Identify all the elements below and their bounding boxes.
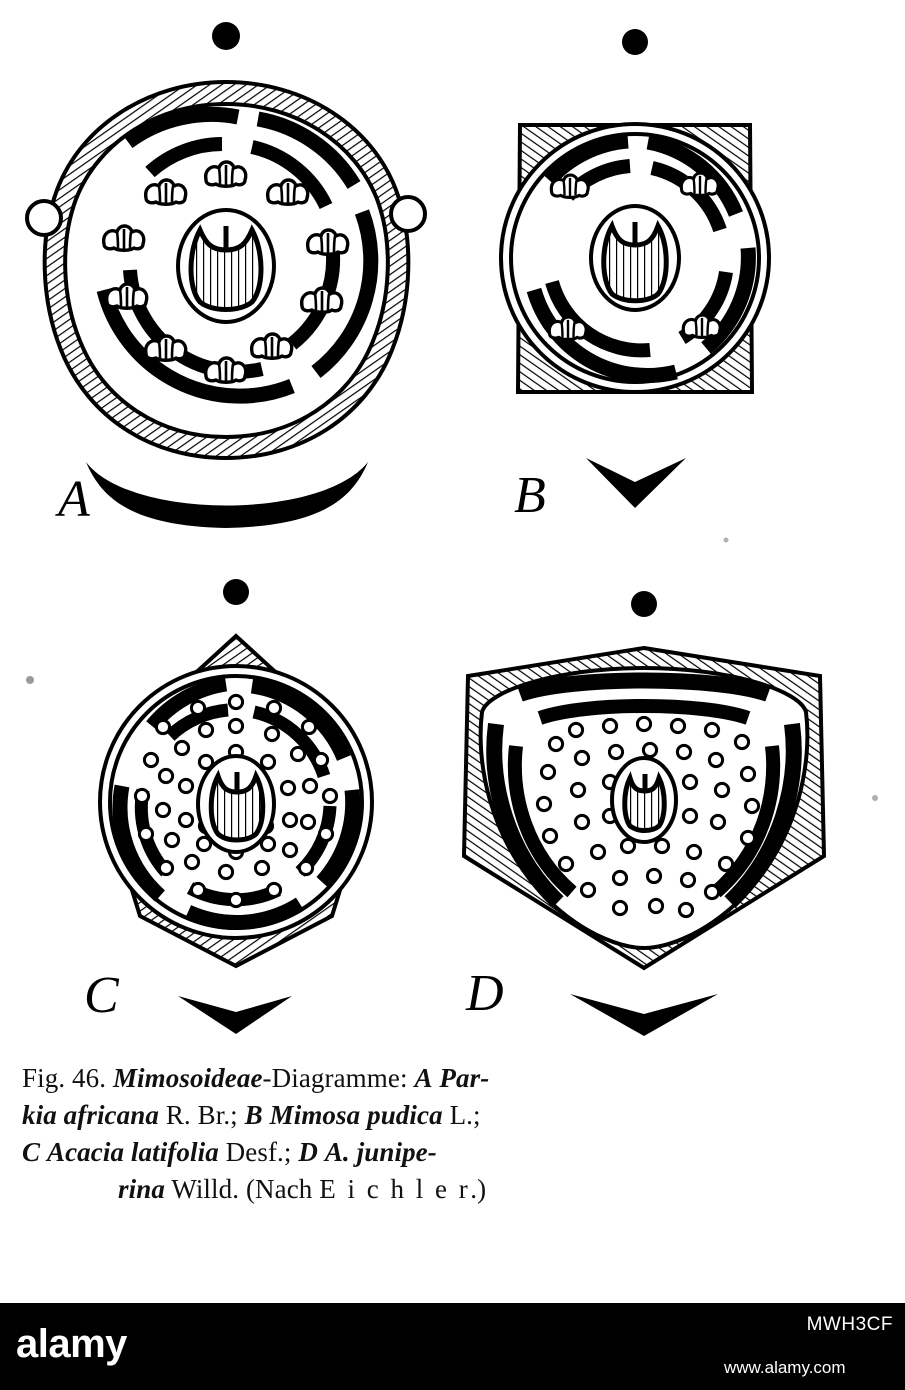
panel-b <box>501 29 769 524</box>
svg-text:B: B <box>514 467 546 524</box>
panel-c <box>84 579 372 1034</box>
image-id: MWH3CF <box>806 1314 893 1335</box>
caption-line-3: C Acacia latifolia Desf.; D A. junipe- <box>22 1137 437 1167</box>
caption-line-1: Fig. 46. Mimosoideae-Diagramme: A Par- <box>22 1063 490 1093</box>
svg-text:C: C <box>84 967 119 1024</box>
caption-line-4: rina Willd. (Nach E i c h l e r.) <box>118 1174 487 1204</box>
caption-line-2: kia africana R. Br.; B Mimosa pudica L.; <box>22 1100 481 1130</box>
svg-text:D: D <box>466 965 504 1022</box>
alamy-url: www.alamy.com <box>724 1358 846 1377</box>
panel-d <box>464 591 824 1036</box>
svg-text:A: A <box>58 471 90 528</box>
stock-watermark-bar <box>0 1304 905 1390</box>
alamy-logo: alamy <box>16 1322 127 1366</box>
panel-a <box>27 22 425 528</box>
figure-caption <box>22 1060 882 1208</box>
